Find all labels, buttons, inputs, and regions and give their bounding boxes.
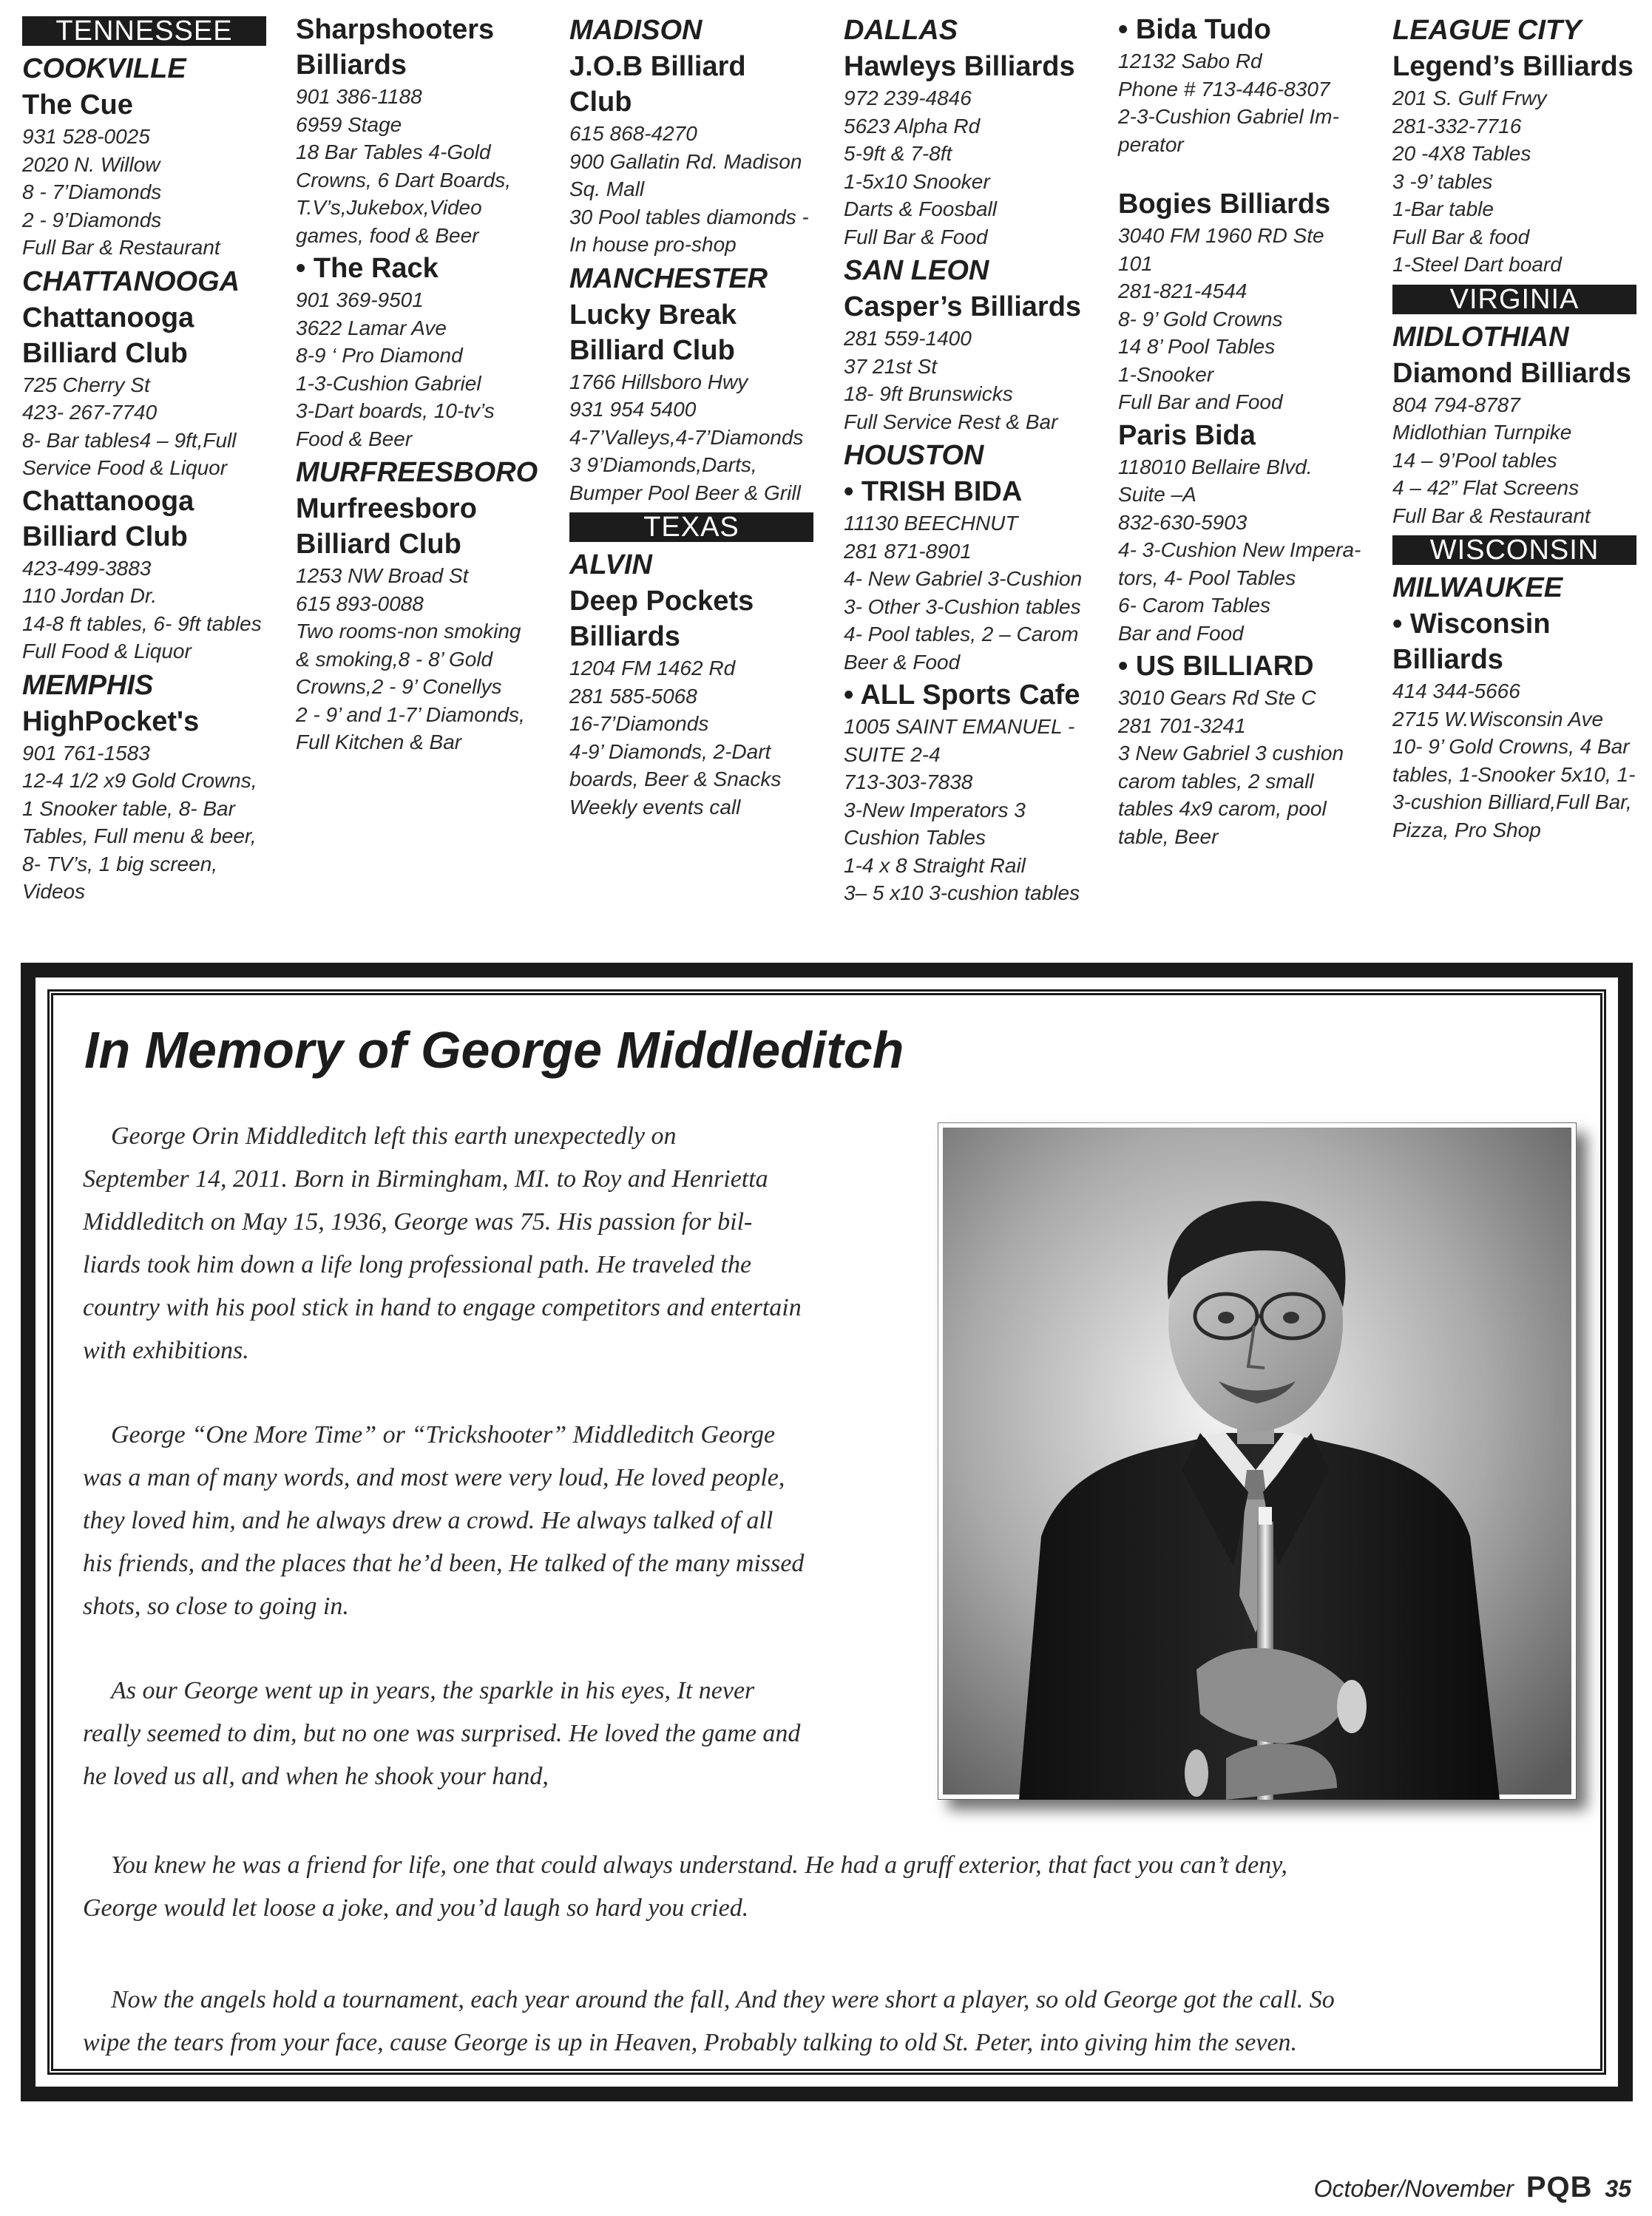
billiard-directory (0, 0, 1652, 939)
venue-detail: 1-5x10 Snooker (844, 169, 990, 193)
venue-detail: Full Service Rest & Bar (844, 410, 1058, 433)
venue-detail: 4-7’Valleys,4-7’Diamonds (569, 425, 804, 449)
venue-detail: 6- Carom Tables (1118, 594, 1270, 617)
venue-detail: table, Beer (1118, 824, 1219, 848)
state-header: TENNESSEE (22, 16, 266, 46)
venue-detail: Cushion Tables (844, 826, 986, 849)
venue-detail: 8 - 7’Diamonds (22, 180, 162, 203)
venue-detail: Full Bar and Food (1118, 390, 1283, 413)
venue-detail: 3-Dart boards, 10-tv’s (296, 399, 495, 422)
city-heading: ALVIN (569, 549, 652, 580)
city-heading: MANCHESTER (569, 262, 768, 294)
venue-detail: 101 (1118, 251, 1153, 275)
venue-detail: 14-8 ft tables, 6- 9ft tables (22, 611, 262, 635)
venue-detail: 1-Bar table (1392, 197, 1494, 220)
venue-detail: 8- 9’ Gold Crowns (1118, 307, 1283, 331)
venue-detail: 118010 Bellaire Blvd. (1118, 455, 1313, 478)
venue-detail: 725 Cherry St (22, 373, 150, 396)
venue-detail: Pizza, Pro Shop (1392, 818, 1541, 841)
venue-detail: 3-New Imperators 3 (844, 798, 1026, 821)
venue-detail: 713-303-7838 (844, 770, 973, 793)
venue-name: Chattanooga Billiard Club (22, 485, 194, 552)
venue-detail: 900 Gallatin Rd. Madison (569, 149, 802, 173)
city-heading: DALLAS (844, 15, 958, 46)
venue-detail: 14 – 9’Pool tables (1392, 448, 1557, 472)
venue-detail: 281 871-8901 (844, 539, 972, 563)
city-heading: MADISON (569, 15, 703, 46)
directory-column-1 (22, 10, 266, 906)
venue-detail: 2 - 9’Diamonds (22, 208, 162, 231)
venue-detail: 110 Jordan Dr. (22, 584, 158, 607)
venue-detail: 423-499-3883 (22, 556, 152, 580)
venue-detail: 1 Snooker table, 8- Bar (22, 796, 235, 820)
venue-name: HighPocket's (22, 705, 200, 737)
venue-detail: Crowns,2 - 9’ Conellys (296, 675, 502, 698)
page-number: 35 (1605, 2175, 1631, 2202)
venue-detail: 901 369-9501 (296, 288, 424, 311)
venue-name: Sharpshooters Billiards (296, 14, 495, 81)
venue-detail: tors, 4- Pool Tables (1118, 566, 1296, 589)
venue-detail: 1253 NW Broad St (296, 564, 469, 587)
venue-detail: 281 585-5068 (569, 684, 697, 708)
venue-detail: Bumper Pool Beer & Grill (569, 481, 801, 504)
text-line: wipe the tears from your face, cause George is up in Heaven, Probably talking to old St. Peter, into giving him the seven. (83, 2029, 1298, 2056)
venue-detail: carom tables, 2 small (1118, 769, 1314, 793)
venue-detail: Darts & Foosball (844, 197, 997, 220)
venue-detail: 804 794-8787 (1392, 393, 1520, 416)
memorial-paragraph-2 (83, 1414, 911, 1628)
venue-name: Lucky Break Billiard Club (569, 299, 737, 366)
directory-column-5 (1118, 10, 1362, 850)
venue-detail: 3 9’Diamonds,Darts, (569, 453, 757, 476)
state-header: VIRGINIA (1392, 285, 1636, 314)
venue-name: • Bida Tudo (1118, 14, 1271, 45)
venue-detail: 3622 Lamar Ave (296, 316, 447, 339)
memorial-paragraph-3 (83, 1670, 911, 1798)
venue-detail: Food & Beer (296, 427, 413, 450)
city-heading: MEMPHIS (22, 669, 154, 701)
venue-detail: 931 954 5400 (569, 398, 697, 421)
venue-detail: Weekly events call (569, 795, 741, 819)
venue-detail: boards, Beer & Snacks (569, 768, 782, 790)
venue-detail: Phone # 713-446-8307 (1118, 77, 1330, 101)
venue-detail: 1005 SAINT EMANUEL - (844, 715, 1075, 738)
venue-detail: 832-630-5903 (1118, 510, 1248, 534)
venue-detail: Beer & Food (844, 650, 961, 674)
venue-detail: 2715 W.Wisconsin Ave (1392, 707, 1604, 731)
venue-detail: 12132 Sabo Rd (1118, 50, 1262, 72)
venue-detail: 1-3-Cushion Gabriel (296, 371, 481, 395)
venue-detail: 972 239-4846 (844, 87, 972, 109)
venue-detail: 3-cushion Billiard,Full Bar, (1392, 790, 1632, 813)
publication-logo: PQB (1526, 2171, 1593, 2203)
venue-detail: Full Bar & Food (844, 225, 988, 248)
city-heading: CHATTANOOGA (22, 265, 240, 297)
memorial-paragraph-1 (83, 1115, 911, 1372)
city-heading: MIDLOTHIAN (1392, 321, 1569, 353)
venue-detail: Full Kitchen & Bar (296, 731, 462, 753)
text-line: he loved us all, and when he shook your hand, (83, 1763, 549, 1790)
venue-detail: 281-821-4544 (1118, 279, 1248, 302)
venue-name: Legend’s Billiards (1392, 51, 1634, 82)
memorial-paragraph-5 (83, 1979, 1569, 2064)
venue-detail: tables 4x9 carom, pool (1118, 797, 1327, 820)
venue-detail: In house pro-shop (569, 233, 737, 256)
memorial-title: In Memory of George Middleditch (84, 1021, 904, 1079)
venue-detail: 414 344-5666 (1392, 680, 1520, 702)
text-line: was a man of many words, and most were very loud, He loved people, (83, 1464, 785, 1491)
venue-detail: 4- 3-Cushion New Impera- (1118, 538, 1361, 561)
venue-detail: 3– 5 x10 3-cushion tables (844, 881, 1080, 904)
venue-detail: 2-3-Cushion Gabriel Im- (1118, 105, 1339, 128)
text-line: George Orin Middleditch left this earth unexpectedly on (111, 1122, 677, 1150)
venue-detail: 12-4 1/2 x9 Gold Crowns, (22, 769, 257, 792)
text-line: liards took him down a life long professional path. He traveled the (83, 1251, 752, 1278)
state-header: WISCONSIN (1392, 535, 1636, 565)
text-line: September 14, 2011. Born in Birmingham, MI. to Roy and Henrietta (83, 1165, 768, 1193)
venue-detail: 18- 9ft Brunswicks (844, 382, 1013, 405)
text-line: Now the angels hold a tournament, each year around the fall, And they were short a player, so old George got the call. So (111, 1986, 1335, 2013)
venue-detail: 5-9ft & 7-8ft (844, 142, 952, 165)
venue-detail: 8-9 ‘ Pro Diamond (296, 344, 463, 367)
venue-detail: 281 701-3241 (1118, 714, 1246, 737)
venue-name: • Wisconsin Billiards (1392, 609, 1551, 675)
venue-detail: Bar and Food (1118, 621, 1244, 645)
venue-detail: 10- 9’ Gold Crowns, 4 Bar (1392, 735, 1630, 758)
venue-name: Casper’s Billiards (844, 291, 1082, 322)
venue-detail: Full Bar & food (1392, 225, 1530, 248)
venue-detail: 1-Steel Dart board (1392, 253, 1562, 276)
memorial-paragraph-4 (83, 1844, 1569, 1930)
venue-name: Bogies Billiards (1118, 189, 1331, 220)
text-line: As our George went up in years, the sparkle in his eyes, It never (111, 1677, 755, 1704)
venue-detail: 4- New Gabriel 3-Cushion (844, 567, 1083, 590)
venue-detail: Tables, Full menu & beer, (22, 824, 257, 847)
venue-detail: 3 -9’ tables (1392, 169, 1493, 193)
venue-detail: SUITE 2-4 (844, 742, 941, 766)
venue-detail: Full Food & Liquor (22, 640, 192, 663)
venue-detail: 16-7’Diamonds (569, 712, 709, 735)
venue-detail: Videos (22, 880, 86, 903)
venue-detail: 901 386-1188 (296, 85, 422, 108)
venue-detail: 3- Other 3-Cushion tables (844, 594, 1081, 618)
text-line: George “One More Time” or “Trickshooter” Middleditch George (111, 1421, 776, 1448)
venue-detail: 6959 Stage (296, 112, 402, 136)
venue-detail: 3010 Gears Rd Ste C (1118, 686, 1316, 709)
venue-detail: Sq. Mall (569, 177, 645, 200)
venue-detail: 5623 Alpha Rd (844, 114, 981, 138)
venue-detail: 2020 N. Willow (22, 152, 160, 176)
city-heading: COOKVILLE (22, 53, 186, 84)
page-footer (1314, 2171, 1631, 2204)
venue-detail: 1204 FM 1462 Rd (569, 657, 736, 680)
issue-date: October/November (1313, 2175, 1514, 2202)
venue-name: • TRISH BIDA (844, 476, 1023, 507)
text-line: You knew he was a friend for life, one that could always understand. He had a gruff exterior, that fact you can’t deny, (111, 1851, 1287, 1879)
text-line: they loved him, and he always drew a crowd. He always talked of all (83, 1507, 773, 1534)
venue-detail: 901 761-1583 (22, 741, 150, 765)
venue-detail: 931 528-0025 (22, 125, 150, 148)
venue-name: Murfreesboro Billiard Club (296, 493, 477, 560)
venue-detail: 423- 267-7740 (22, 401, 158, 424)
venue-name: Diamond Billiards (1392, 357, 1632, 389)
venue-detail: Midlothian Turnpike (1392, 421, 1572, 444)
venue-detail: 3040 FM 1960 RD Ste (1118, 224, 1324, 247)
venue-detail: 1766 Hillsboro Hwy (569, 370, 748, 393)
city-heading: SAN LEON (844, 255, 989, 286)
venue-detail: Crowns, 6 Dart Boards, (296, 168, 511, 192)
venue-detail: Suite –A (1118, 483, 1196, 506)
venue-detail: 615 868-4270 (569, 122, 697, 145)
spacer (1118, 158, 1362, 185)
venue-detail: 8- Bar tables4 – 9ft,Full (22, 428, 237, 452)
venue-name: • ALL Sports Cafe (844, 680, 1080, 711)
directory-column-6 (1392, 10, 1636, 844)
venue-detail: 1-4 x 8 Straight Rail (844, 853, 1026, 877)
venue-detail: Service Food & Liquor (22, 456, 228, 479)
venue-detail: 4 – 42” Flat Screens (1392, 476, 1580, 499)
city-heading: HOUSTON (844, 440, 984, 471)
city-heading: LEAGUE CITY (1392, 15, 1582, 46)
text-line: with exhibitions. (83, 1337, 249, 1364)
venue-name: Hawleys Billiards (844, 51, 1075, 82)
venue-detail: 615 893-0088 (296, 592, 424, 615)
venue-detail: games, food & Beer (296, 223, 479, 247)
venue-detail: T.V’s,Jukebox,Video (296, 196, 482, 219)
venue-detail: 18 Bar Tables 4-Gold (296, 140, 491, 163)
venue-detail: 30 Pool tables diamonds - (569, 205, 809, 228)
venue-detail: Full Bar & Restaurant (22, 236, 220, 259)
text-line: his friends, and the places that he’d been, He talked of the many missed (83, 1550, 805, 1577)
venue-detail: Two rooms-non smoking (296, 620, 521, 643)
directory-column-3 (569, 10, 813, 821)
venue-detail: 1-Snooker (1118, 362, 1214, 386)
venue-detail: 281-332-7716 (1392, 114, 1522, 138)
venue-detail: 20 -4X8 Tables (1392, 142, 1531, 165)
venue-name: Chattanooga Billiard Club (22, 302, 194, 369)
venue-detail: 281 559-1400 (844, 327, 972, 350)
city-heading: MURFREESBORO (296, 457, 538, 488)
venue-detail: 37 21st St (844, 354, 938, 378)
venue-name: Deep Pockets Billiards (569, 586, 754, 652)
text-line: really seemed to dim, but no one was surprised. He loved the game and (83, 1720, 801, 1747)
venue-detail: 4-9’ Diamonds, 2-Dart (569, 739, 771, 763)
text-line: George would let loose a joke, and you’d laugh so hard you cried. (83, 1894, 749, 1922)
city-heading: MILWAUKEE (1392, 572, 1563, 603)
text-line: country with his pool stick in hand to engage competitors and entertain (83, 1294, 802, 1321)
venue-detail: 8- TV’s, 1 big screen, (22, 852, 218, 875)
venue-detail: 3 New Gabriel 3 cushion (1118, 742, 1344, 765)
directory-column-2 (296, 10, 540, 756)
venue-name: • US BILLIARD (1118, 651, 1314, 682)
venue-detail: perator (1118, 132, 1184, 156)
venue-detail: 201 S. Gulf Frwy (1392, 87, 1547, 109)
venue-name: J.O.B Billiard Club (569, 51, 746, 118)
portrait-photo (938, 1122, 1577, 1800)
venue-detail: tables, 1-Snooker 5x10, 1- (1392, 762, 1636, 786)
venue-detail: Full Bar & Restaurant (1392, 504, 1591, 527)
venue-name: Paris Bida (1118, 419, 1256, 451)
venue-detail: 2 - 9’ and 1-7’ Diamonds, (296, 702, 525, 726)
venue-detail: 4- Pool tables, 2 – Carom (844, 623, 1079, 646)
venue-detail: 14 8’ Pool Tables (1118, 335, 1276, 358)
directory-column-4 (844, 10, 1088, 907)
text-line: Middleditch on May 15, 1936, George was 75. His passion for bil- (83, 1208, 753, 1236)
venue-detail: & smoking,8 - 8’ Gold (296, 647, 493, 671)
state-header: TEXAS (569, 512, 813, 542)
text-line: shots, so close to going in. (83, 1593, 349, 1620)
venue-name: • The Rack (296, 253, 439, 284)
venue-detail: 11130 BEECHNUT (844, 512, 1018, 535)
venue-name: The Cue (22, 89, 133, 121)
